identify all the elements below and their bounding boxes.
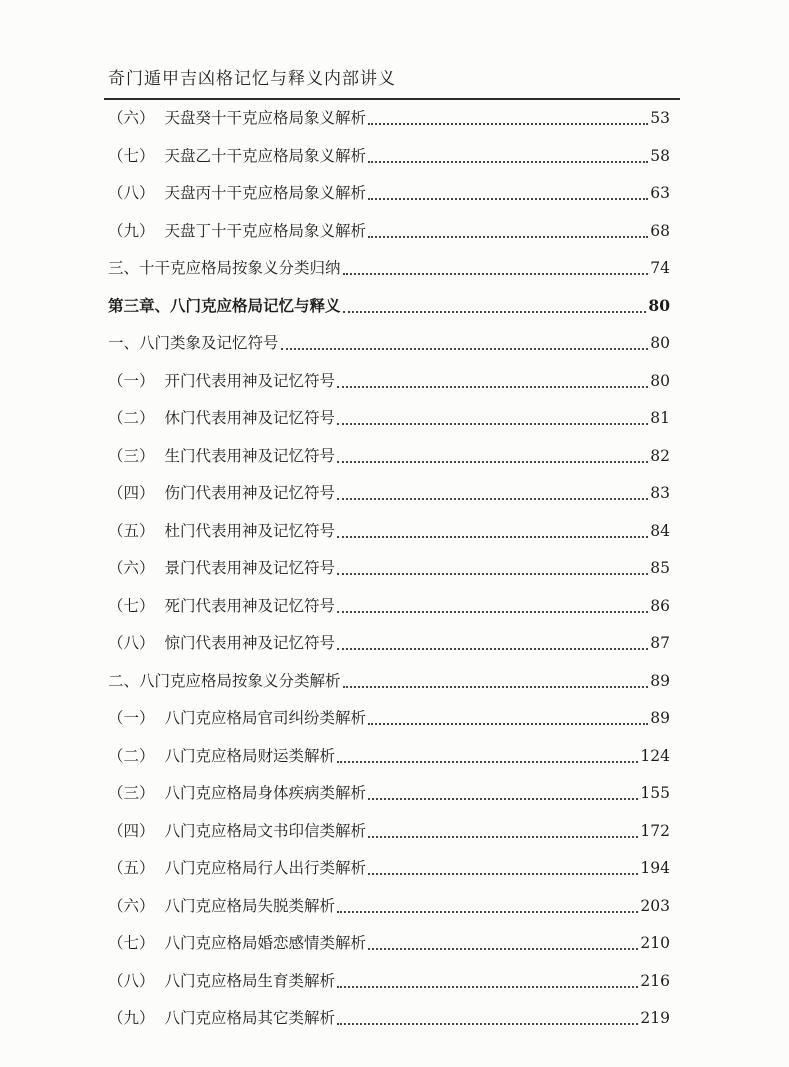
toc-entry-page-number: 219 [640,1009,670,1027]
toc-entry-number: （九） [108,221,155,240]
toc-entry-page-number: 89 [650,709,670,727]
toc-entry-page-number: 84 [650,521,670,540]
toc-entry-title: 伤门代表用神及记忆符号 [164,484,336,502]
toc-entry [108,558,670,578]
toc-entry [108,671,670,691]
toc-entry-number: （五） [108,521,155,540]
toc-entry-title: 天盘癸十干克应格局象义解析 [164,109,367,127]
dot-leader [368,797,638,800]
toc-entry-page-number: 80 [648,295,670,315]
dot-leader [337,760,638,763]
toc-entry-title: 八门克应格局身体疾病类解析 [164,784,367,802]
toc-entry-title: 第三章、八门克应格局记忆与释义 [108,295,341,315]
toc-entry [108,258,670,278]
toc-entry-page-number: 86 [650,596,670,615]
toc-entry-title: 天盘丁十干克应格局象义解析 [164,221,367,240]
dot-leader [337,647,648,650]
dot-leader [368,947,638,950]
toc-entry-number: （二） [108,746,155,765]
toc-entry-title: 景门代表用神及记忆符号 [164,559,336,577]
toc-entry-page-number: 216 [640,971,670,990]
dot-leader [368,122,648,125]
toc-entry-number: （六） [108,109,155,127]
toc-entry-page-number: 82 [650,446,670,465]
toc-entry-title: 八门克应格局婚恋感情类解析 [164,934,367,952]
toc-entry [108,896,670,916]
toc-entry [108,971,670,991]
dot-leader [368,722,648,725]
toc-entry-number: （七） [108,934,155,952]
toc-entry-number: （八） [108,634,155,652]
toc-entry-page-number: 53 [650,109,670,127]
toc-entry-number: （九） [108,1009,155,1027]
toc-entry-page-number: 85 [650,559,670,577]
toc-entry [108,146,670,166]
dot-leader [368,235,648,238]
toc-entry [108,633,670,653]
toc-entry-number: （六） [108,896,155,915]
toc-entry [108,596,670,616]
toc-entry-page-number: 80 [650,371,670,390]
dot-leader [337,610,648,613]
toc-entry-page-number: 203 [640,896,670,915]
toc-entry [108,521,670,541]
dot-leader [368,197,648,200]
toc-entry-page-number: 68 [650,221,670,240]
toc-entry-title: 休门代表用神及记忆符号 [164,409,336,427]
toc-entry-title: 天盘乙十干克应格局象义解析 [164,146,367,165]
toc-entry-title: 八门克应格局行人出行类解析 [164,859,367,877]
toc-entry-page-number: 210 [640,934,670,952]
toc-entry-title: 天盘丙十干克应格局象义解析 [164,184,367,202]
toc-entry-title: 死门代表用神及记忆符号 [164,596,336,615]
toc-entry-title: 生门代表用神及记忆符号 [164,446,336,465]
toc-entry-number: （一） [108,709,155,727]
toc-entry-page-number: 124 [640,746,670,765]
toc-entry [108,746,670,766]
toc-entry [108,783,670,803]
toc-entry [108,446,670,466]
dot-leader [343,310,647,313]
dot-leader [337,460,648,463]
dot-leader [337,910,638,913]
toc-entry-title: 八门克应格局其它类解析 [164,1009,336,1027]
dot-leader [368,835,638,838]
toc-entry-number: （三） [108,784,155,802]
dot-leader [337,985,638,988]
toc-entry [108,708,670,728]
toc-entry [108,333,670,353]
toc-entry [108,821,670,841]
toc-entry [108,371,670,391]
dot-leader [337,572,648,575]
toc-entry [108,483,670,503]
dot-leader [337,535,648,538]
toc-entry-number: （七） [108,146,155,165]
toc-entry-title: 开门代表用神及记忆符号 [164,371,336,390]
toc-entry-title: 八门克应格局财运类解析 [164,746,336,765]
toc-entry-page-number: 74 [650,259,670,277]
dot-leader [337,422,648,425]
dot-leader [337,1022,638,1025]
toc-entry [108,858,670,878]
toc-entry-number: （五） [108,859,155,877]
toc-entry [108,1008,670,1028]
toc-entry-page-number: 194 [640,859,670,877]
toc-entry-number: （四） [108,484,155,502]
header-rule [104,98,680,100]
toc-entry-title: 八门克应格局文书印信类解析 [164,821,367,840]
toc-entry-title: 八门克应格局官司纠纷类解析 [164,709,367,727]
dot-leader [343,685,649,688]
toc-entry [108,408,670,428]
toc-entry-number: （一） [108,371,155,390]
dot-leader [281,347,649,350]
toc-entry-page-number: 83 [650,484,670,502]
toc-entry-title: 杜门代表用神及记忆符号 [164,521,336,540]
toc-entry-title: 八门克应格局失脱类解析 [164,896,336,915]
toc-entry-page-number: 63 [650,184,670,202]
toc-entry-title: 三、十干克应格局按象义分类归纳 [108,259,341,277]
toc-entry-page-number: 81 [650,409,670,427]
toc-entry-title: 二、八门克应格局按象义分类解析 [108,671,341,690]
dot-leader [368,160,648,163]
toc-entry-number: （八） [108,184,155,202]
toc-entry-number: （七） [108,596,155,615]
toc-entry-number: （二） [108,409,155,427]
dot-leader [337,497,648,500]
running-header: 奇门遁甲吉凶格记忆与释义内部讲义 [108,69,396,89]
toc-entry-title: 惊门代表用神及记忆符号 [164,634,336,652]
dot-leader [368,872,638,875]
toc-entry-page-number: 89 [650,671,670,690]
toc-entry [108,933,670,953]
toc-entry-page-number: 80 [650,334,670,352]
toc-entry [108,183,670,203]
toc-entry-number: （三） [108,446,155,465]
toc-entry-number: （四） [108,821,155,840]
toc-entry-number: （八） [108,971,155,990]
dot-leader [343,272,649,275]
toc-entry [108,296,670,316]
toc-entry-title: 一、八门类象及记忆符号 [108,334,279,352]
toc-entry [108,108,670,128]
toc-entry-page-number: 58 [650,146,670,165]
dot-leader [337,385,648,388]
toc-entry-page-number: 172 [640,821,670,840]
toc-entry-page-number: 87 [650,634,670,652]
toc-entry [108,221,670,241]
toc-entry-number: （六） [108,559,155,577]
toc-entry-page-number: 155 [640,784,670,802]
toc-entry-title: 八门克应格局生育类解析 [164,971,336,990]
